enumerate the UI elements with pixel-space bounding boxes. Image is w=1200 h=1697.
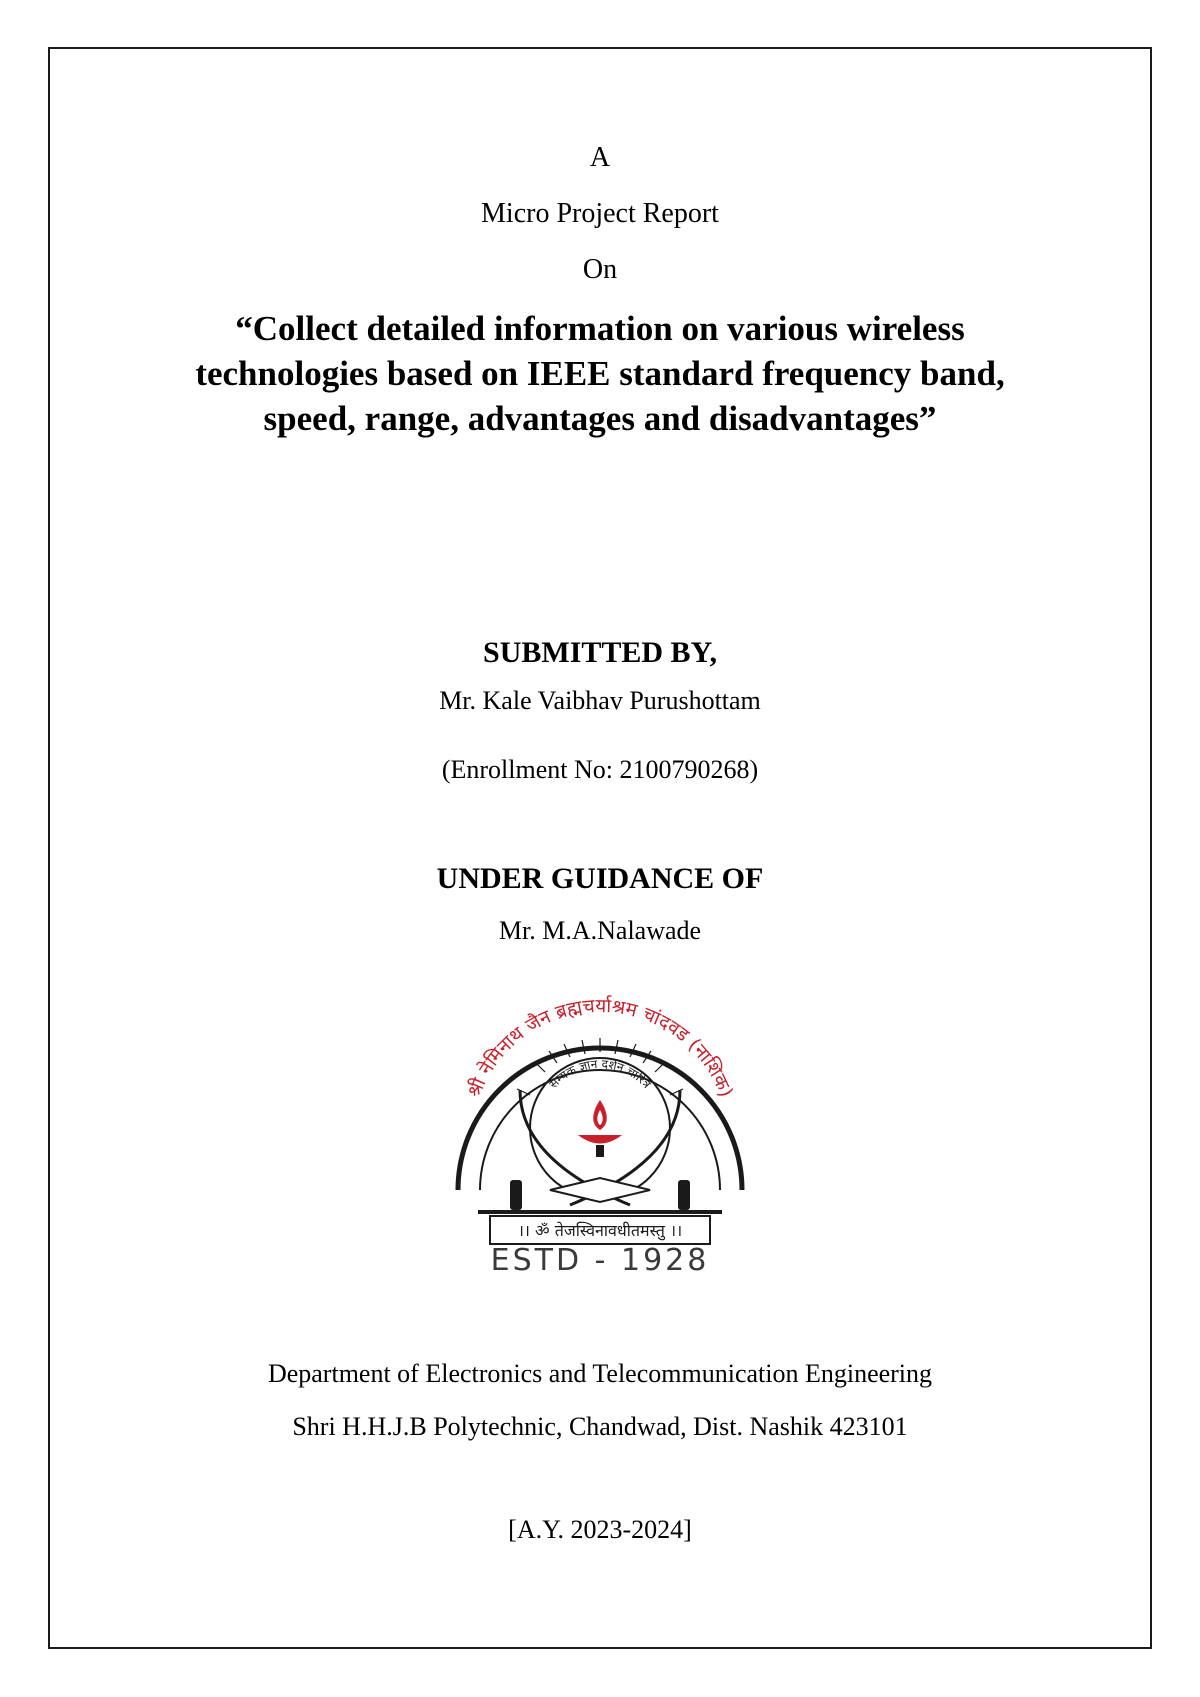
- report-type: Micro Project Report: [481, 198, 719, 229]
- cover-on: On: [582, 254, 618, 285]
- logo-inner-text: सम्यक ज्ञान दर्शन चारित्र: [546, 1056, 654, 1092]
- guidance-heading: UNDER GUIDANCE OF: [436, 862, 764, 895]
- project-title: “Collect detailed information on various wireless technologies based on IEEE standard frequency band, speed, range, advantages and disadvantages”: [195, 309, 1005, 438]
- academic-year: [A.Y. 2023-2024]: [508, 1515, 692, 1544]
- cover-letter-a: A: [589, 142, 611, 173]
- logo-motto: ।। ॐ तेजस्विनावधीतमस्तु ।।: [517, 1221, 683, 1240]
- institute-address: Shri H.H.J.B Polytechnic, Chandwad, Dist. Nashik 423101: [292, 1412, 908, 1441]
- page-border: [48, 47, 1152, 1649]
- logo-book-icon: [550, 1178, 650, 1202]
- logo-outer-text: श्री नेमिनाथ जैन ब्रह्मचर्याश्रम चांदवड (नाशिक): [462, 994, 738, 1101]
- department: Department of Electronics and Telecommunication Engineering: [267, 1359, 933, 1388]
- enrollment-number: (Enrollment No: 2100790268): [441, 755, 759, 784]
- submitted-by-heading: SUBMITTED BY,: [483, 636, 717, 669]
- logo-estd: ESTD - 1928: [490, 1243, 710, 1278]
- student-name: Mr. Kale Vaibhav Purushottam: [439, 686, 761, 715]
- guide-name: Mr. M.A.Nalawade: [498, 916, 702, 945]
- logo-lamp-icon: [578, 1100, 622, 1157]
